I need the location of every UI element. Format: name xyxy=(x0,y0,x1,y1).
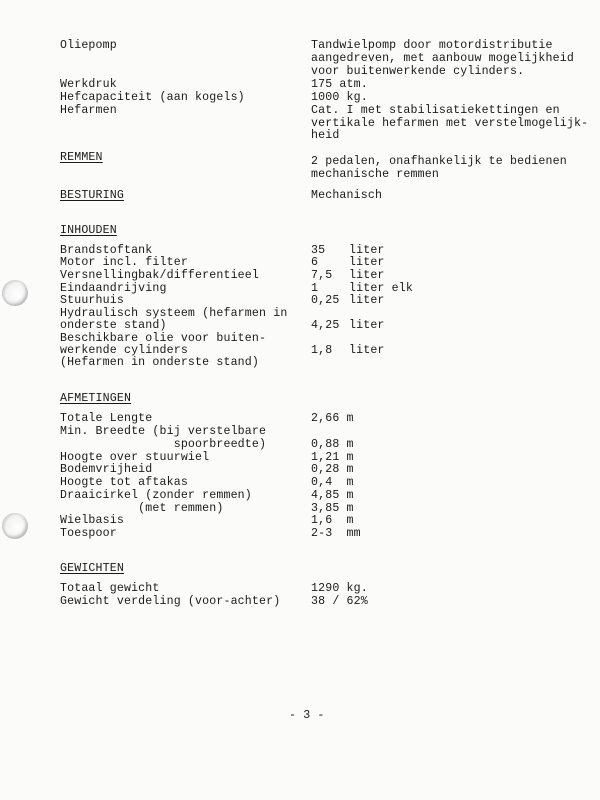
inhouden-unit: liter xyxy=(349,294,385,307)
value-remmen-line-2: mechanische remmen xyxy=(311,168,439,181)
heading-inhouden: INHOUDEN xyxy=(60,224,117,237)
gewichten-value: 1290 kg. xyxy=(311,582,368,595)
inhouden-label: Eindaandrijving xyxy=(60,282,167,295)
afmetingen-label: Hoogte over stuurwiel xyxy=(60,451,210,464)
inhouden-value: 35 xyxy=(311,244,326,257)
afmetingen-value: 2-3 mm xyxy=(311,527,361,540)
heading-besturing: BESTURING xyxy=(60,189,124,202)
afmetingen-value: 2,66 m xyxy=(311,412,354,425)
inhouden-value: 0,25 xyxy=(311,294,340,307)
value-werkdruk: 175 atm. xyxy=(311,78,368,91)
gewichten-label: Totaal gewicht xyxy=(60,582,160,595)
label-hefcapaciteit: Hefcapaciteit (aan kogels) xyxy=(60,91,245,104)
afmetingen-value: 0,4 m xyxy=(311,476,354,489)
afmetingen-label: Min. Breedte (bij verstelbare xyxy=(60,425,267,438)
label-werkdruk: Werkdruk xyxy=(60,78,117,91)
heading-afmetingen: AFMETINGEN xyxy=(60,392,132,405)
punch-hole-bottom xyxy=(2,513,28,539)
value-oliepomp-line-3: voor buitenwerkende cylinders. xyxy=(311,65,525,78)
afmetingen-value: 4,85 m xyxy=(311,489,354,502)
inhouden-value: 7,5 xyxy=(311,269,333,282)
gewichten-label: Gewicht verdeling (voor-achter) xyxy=(60,595,281,608)
afmetingen-label: Totale Lengte xyxy=(60,412,153,425)
inhouden-value: 6 xyxy=(311,256,319,269)
heading-remmen: REMMEN xyxy=(60,151,103,164)
value-hefarmen-line-3: heid xyxy=(311,129,340,142)
inhouden-unit: liter xyxy=(349,244,385,257)
inhouden-label: werkende cylinders xyxy=(60,344,188,357)
inhouden-value: 1,8 xyxy=(311,344,333,357)
afmetingen-value: 0,88 m xyxy=(311,438,354,451)
label-oliepomp: Oliepomp xyxy=(60,39,117,52)
value-besturing: Mechanisch xyxy=(311,189,383,202)
inhouden-label: Versnellingbak/differentieel xyxy=(60,269,260,282)
inhouden-label: Stuurhuis xyxy=(60,294,124,307)
inhouden-label: Motor incl. filter xyxy=(60,256,188,269)
afmetingen-label: Toespoor xyxy=(60,527,117,540)
value-hefcapaciteit: 1000 kg. xyxy=(311,91,368,104)
inhouden-label: Beschikbare olie voor buiten- xyxy=(60,332,267,345)
inhouden-unit: liter xyxy=(349,256,385,269)
punch-hole-top xyxy=(2,280,28,306)
page-number: - 3 - xyxy=(289,709,325,722)
afmetingen-value: 1,6 m xyxy=(311,514,354,527)
afmetingen-value: 0,28 m xyxy=(311,463,354,476)
inhouden-label: onderste stand) xyxy=(60,319,167,332)
afmetingen-label: Wielbasis xyxy=(60,514,124,527)
value-oliepomp-line-2: aangedreven, met aanbouw mogelijkheid xyxy=(311,52,574,65)
inhouden-unit: liter elk xyxy=(349,282,413,295)
afmetingen-label: (met remmen) xyxy=(60,502,224,515)
value-remmen-line-1: 2 pedalen, onafhankelijk te bedienen xyxy=(311,155,567,168)
inhouden-label: Hydraulisch systeem (hefarmen in xyxy=(60,307,288,320)
inhouden-value: 4,25 xyxy=(311,319,340,332)
afmetingen-label: Hoogte tot aftakas xyxy=(60,476,188,489)
afmetingen-value: 3,85 m xyxy=(311,502,354,515)
value-oliepomp-line-1: Tandwielpomp door motordistributie xyxy=(311,39,553,52)
gewichten-value: 38 / 62% xyxy=(311,595,368,608)
afmetingen-label: Draaicirkel (zonder remmen) xyxy=(60,489,252,502)
inhouden-label: Brandstoftank xyxy=(60,244,153,257)
value-hefarmen-line-1: Cat. I met stabilisatiekettingen en xyxy=(311,104,560,117)
inhouden-label: (Hefarmen in onderste stand) xyxy=(60,356,260,369)
heading-gewichten: GEWICHTEN xyxy=(60,562,124,575)
afmetingen-label: Bodemvrijheid xyxy=(60,463,153,476)
inhouden-value: 1 xyxy=(311,282,319,295)
value-hefarmen-line-2: vertikale hefarmen met verstelmogelijk- xyxy=(311,117,589,130)
inhouden-unit: liter xyxy=(349,319,385,332)
afmetingen-label: spoorbreedte) xyxy=(60,438,267,451)
afmetingen-value: 1,21 m xyxy=(311,451,354,464)
inhouden-unit: liter xyxy=(349,269,385,282)
inhouden-unit: liter xyxy=(349,344,385,357)
label-hefarmen: Hefarmen xyxy=(60,104,117,117)
